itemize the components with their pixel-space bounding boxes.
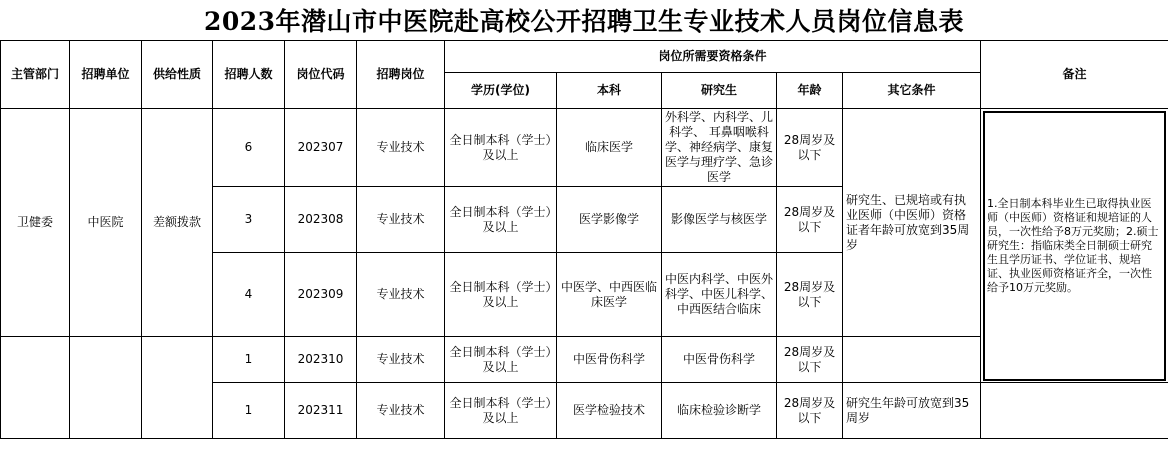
post-cell: 专业技术 [357,337,445,383]
undergrad-cell: 医学影像学 [557,187,662,253]
remark-cell [981,109,1168,383]
code-cell: 202307 [285,109,357,187]
count-cell: 3 [213,187,285,253]
funding-cell-empty [142,337,213,439]
age-cell: 28周岁及以下 [777,109,843,187]
graduate-cell: 临床检验诊断学 [662,383,777,439]
post-cell: 专业技术 [357,383,445,439]
header-row-1 [1,41,1168,73]
header-age: 年龄 [777,73,843,109]
dept-cell: 卫健委 [1,109,70,337]
page-title: 2023年潜山市中医院赴高校公开招聘卫生专业技术人员岗位信息表 [203,7,965,36]
count-cell: 1 [213,383,285,439]
post-cell: 专业技术 [357,187,445,253]
undergrad-cell: 中医学、中西医临床医学 [557,253,662,337]
education-cell: 全日制本科（学士）及以上 [445,109,557,187]
age-cell: 28周岁及以下 [777,383,843,439]
header-dept: 主管部门 [1,41,70,109]
education-cell: 全日制本科（学士）及以上 [445,337,557,383]
education-cell: 全日制本科（学士）及以上 [445,383,557,439]
other-conditions-cell: 研究生、已规培或有执业医师（中医师）资格证者年龄可放宽到35周岁 [843,109,981,337]
undergrad-cell: 临床医学 [557,109,662,187]
remark-text: 1.全日制本科毕业生已取得执业医师（中医师）资格证和规培证的人员，一次性给予8万元奖励；2.硕士研究生：指临床类全日制硕士研究生且学历证书、学位证书、规培证、执业医师资格证齐全，一次性给予10万元奖励。 [987,196,1159,294]
code-cell: 202309 [285,253,357,337]
dept-cell-empty [1,337,70,439]
education-cell: 全日制本科（学士）及以上 [445,187,557,253]
graduate-cell: 影像医学与核医学 [662,187,777,253]
undergrad-cell: 医学检验技术 [557,383,662,439]
count-cell: 4 [213,253,285,337]
header-unit: 招聘单位 [70,41,142,109]
age-cell: 28周岁及以下 [777,187,843,253]
graduate-cell: 中医骨伤科学 [662,337,777,383]
code-cell: 202310 [285,337,357,383]
table-row [1,109,1168,187]
header-count: 招聘人数 [213,41,285,109]
age-cell: 28周岁及以下 [777,337,843,383]
post-cell: 专业技术 [357,109,445,187]
count-cell: 1 [213,337,285,383]
header-qualifications: 岗位所需要资格条件 [445,41,981,73]
unit-cell: 中医院 [70,109,142,337]
remark-box [983,111,1166,381]
education-cell: 全日制本科（学士）及以上 [445,253,557,337]
header-remark: 备注 [981,41,1168,109]
header-funding: 供给性质 [142,41,213,109]
header-graduate: 研究生 [662,73,777,109]
unit-cell-empty [70,337,142,439]
code-cell: 202311 [285,383,357,439]
other-conditions-cell: 研究生年龄可放宽到35周岁 [843,383,981,439]
count-cell: 6 [213,109,285,187]
header-undergrad: 本科 [557,73,662,109]
graduate-cell: 外科学、内科学、儿科学、 耳鼻咽喉科学、神经病学、康复医学与理疗学、急诊医学 [662,109,777,187]
code-cell: 202308 [285,187,357,253]
age-cell: 28周岁及以下 [777,253,843,337]
header-code: 岗位代码 [285,41,357,109]
funding-cell: 差额拨款 [142,109,213,337]
undergrad-cell: 中医骨伤科学 [557,337,662,383]
post-cell: 专业技术 [357,253,445,337]
header-other: 其它条件 [843,73,981,109]
header-education: 学历(学位) [445,73,557,109]
graduate-cell: 中医内科学、中医外科学、中医儿科学、中西医结合临床 [662,253,777,337]
other-conditions-cell-empty [843,337,981,383]
job-table [0,40,1168,439]
remark-cell-empty [981,383,1168,439]
header-post: 招聘岗位 [357,41,445,109]
